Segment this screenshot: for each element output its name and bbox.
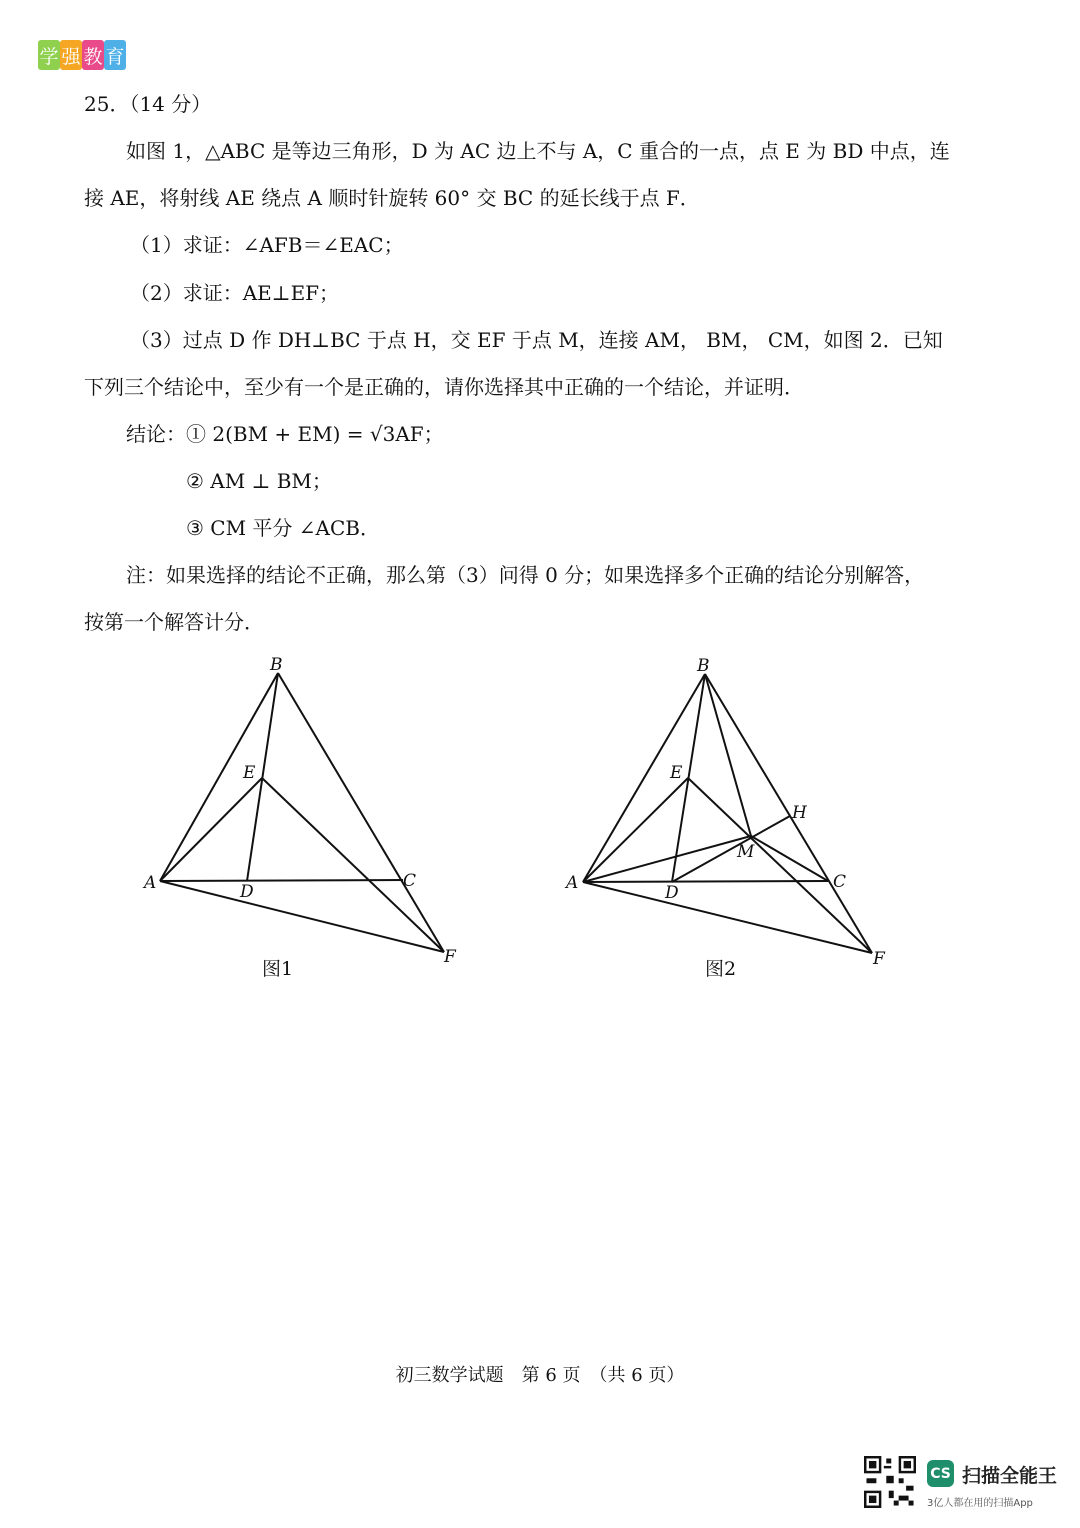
question-part3-line2: 下列三个结论中，至少有一个是正确的，请你选择其中正确的一个结论，并证明． [84,375,804,399]
label-c: C [833,872,847,892]
qr-code-icon [864,1456,916,1508]
label-e: E [243,763,256,783]
segment-ac [583,881,828,882]
logo-char: 学 [38,40,60,70]
conclusion-1: 结论：① 2(BM + EM) = √3AF； [126,422,444,446]
segment-am [583,836,751,882]
question-stem-line2: 接 AE，将射线 AE 绕点 A 顺时针旋转 60° 交 BC 的延长线于点 F． [84,186,700,210]
question-part1: （1）求证：∠AFB＝∠EAC； [130,233,404,257]
label-e: E [670,763,683,783]
segment-bf [705,674,872,953]
conclusion-2: ② AM ⊥ BM； [186,469,332,493]
label-h: H [792,803,807,823]
question-stem-line1: 如图 1，△ABC 是等边三角形，D 为 AC 边上不与 A，C 重合的一点，点 E 为 BD 中点，连 [126,139,950,163]
segment-af [583,882,872,953]
label-b: B [697,656,710,676]
label-d: D [240,882,254,902]
figure-2-caption: 图2 [705,958,737,980]
segment-bm [705,674,751,836]
label-c: C [403,871,417,891]
camscanner-logo-icon: CS [927,1460,954,1487]
label-f: F [444,947,456,967]
note-line2: 按第一个解答计分． [84,610,264,634]
question-number: 25．（14 分） [84,92,212,116]
label-b: B [270,655,283,675]
question-part2: （2）求证：AE⊥EF； [130,281,340,305]
note-line1: 注：如果选择的结论不正确，那么第（3）问得 0 分；如果选择多个正确的结论分别解答， [126,563,925,587]
label-d: D [665,883,679,903]
segment-ef [688,778,872,953]
conclusion-3: ③ CM 平分 ∠ACB． [186,516,380,540]
logo-char: 强 [60,40,82,70]
label-a: A [566,873,579,893]
logo-char: 育 [104,40,126,70]
scanner-app-name: 扫描全能王 [962,1465,1058,1487]
label-m: M [737,842,755,862]
question-part3-line1: （3）过点 D 作 DH⊥BC 于点 H，交 EF 于点 M，连接 AM， BM， CM，如图 2．已知 [130,328,943,352]
scanner-tagline: 3亿人都在用的扫描App [927,1498,1033,1509]
page-footer: 初三数学试题 第 6 页 （共 6 页） [395,1365,685,1386]
label-f: F [873,949,885,969]
logo-char: 教 [82,40,104,70]
figure-1-caption: 图1 [262,958,294,980]
label-a: A [144,873,157,893]
